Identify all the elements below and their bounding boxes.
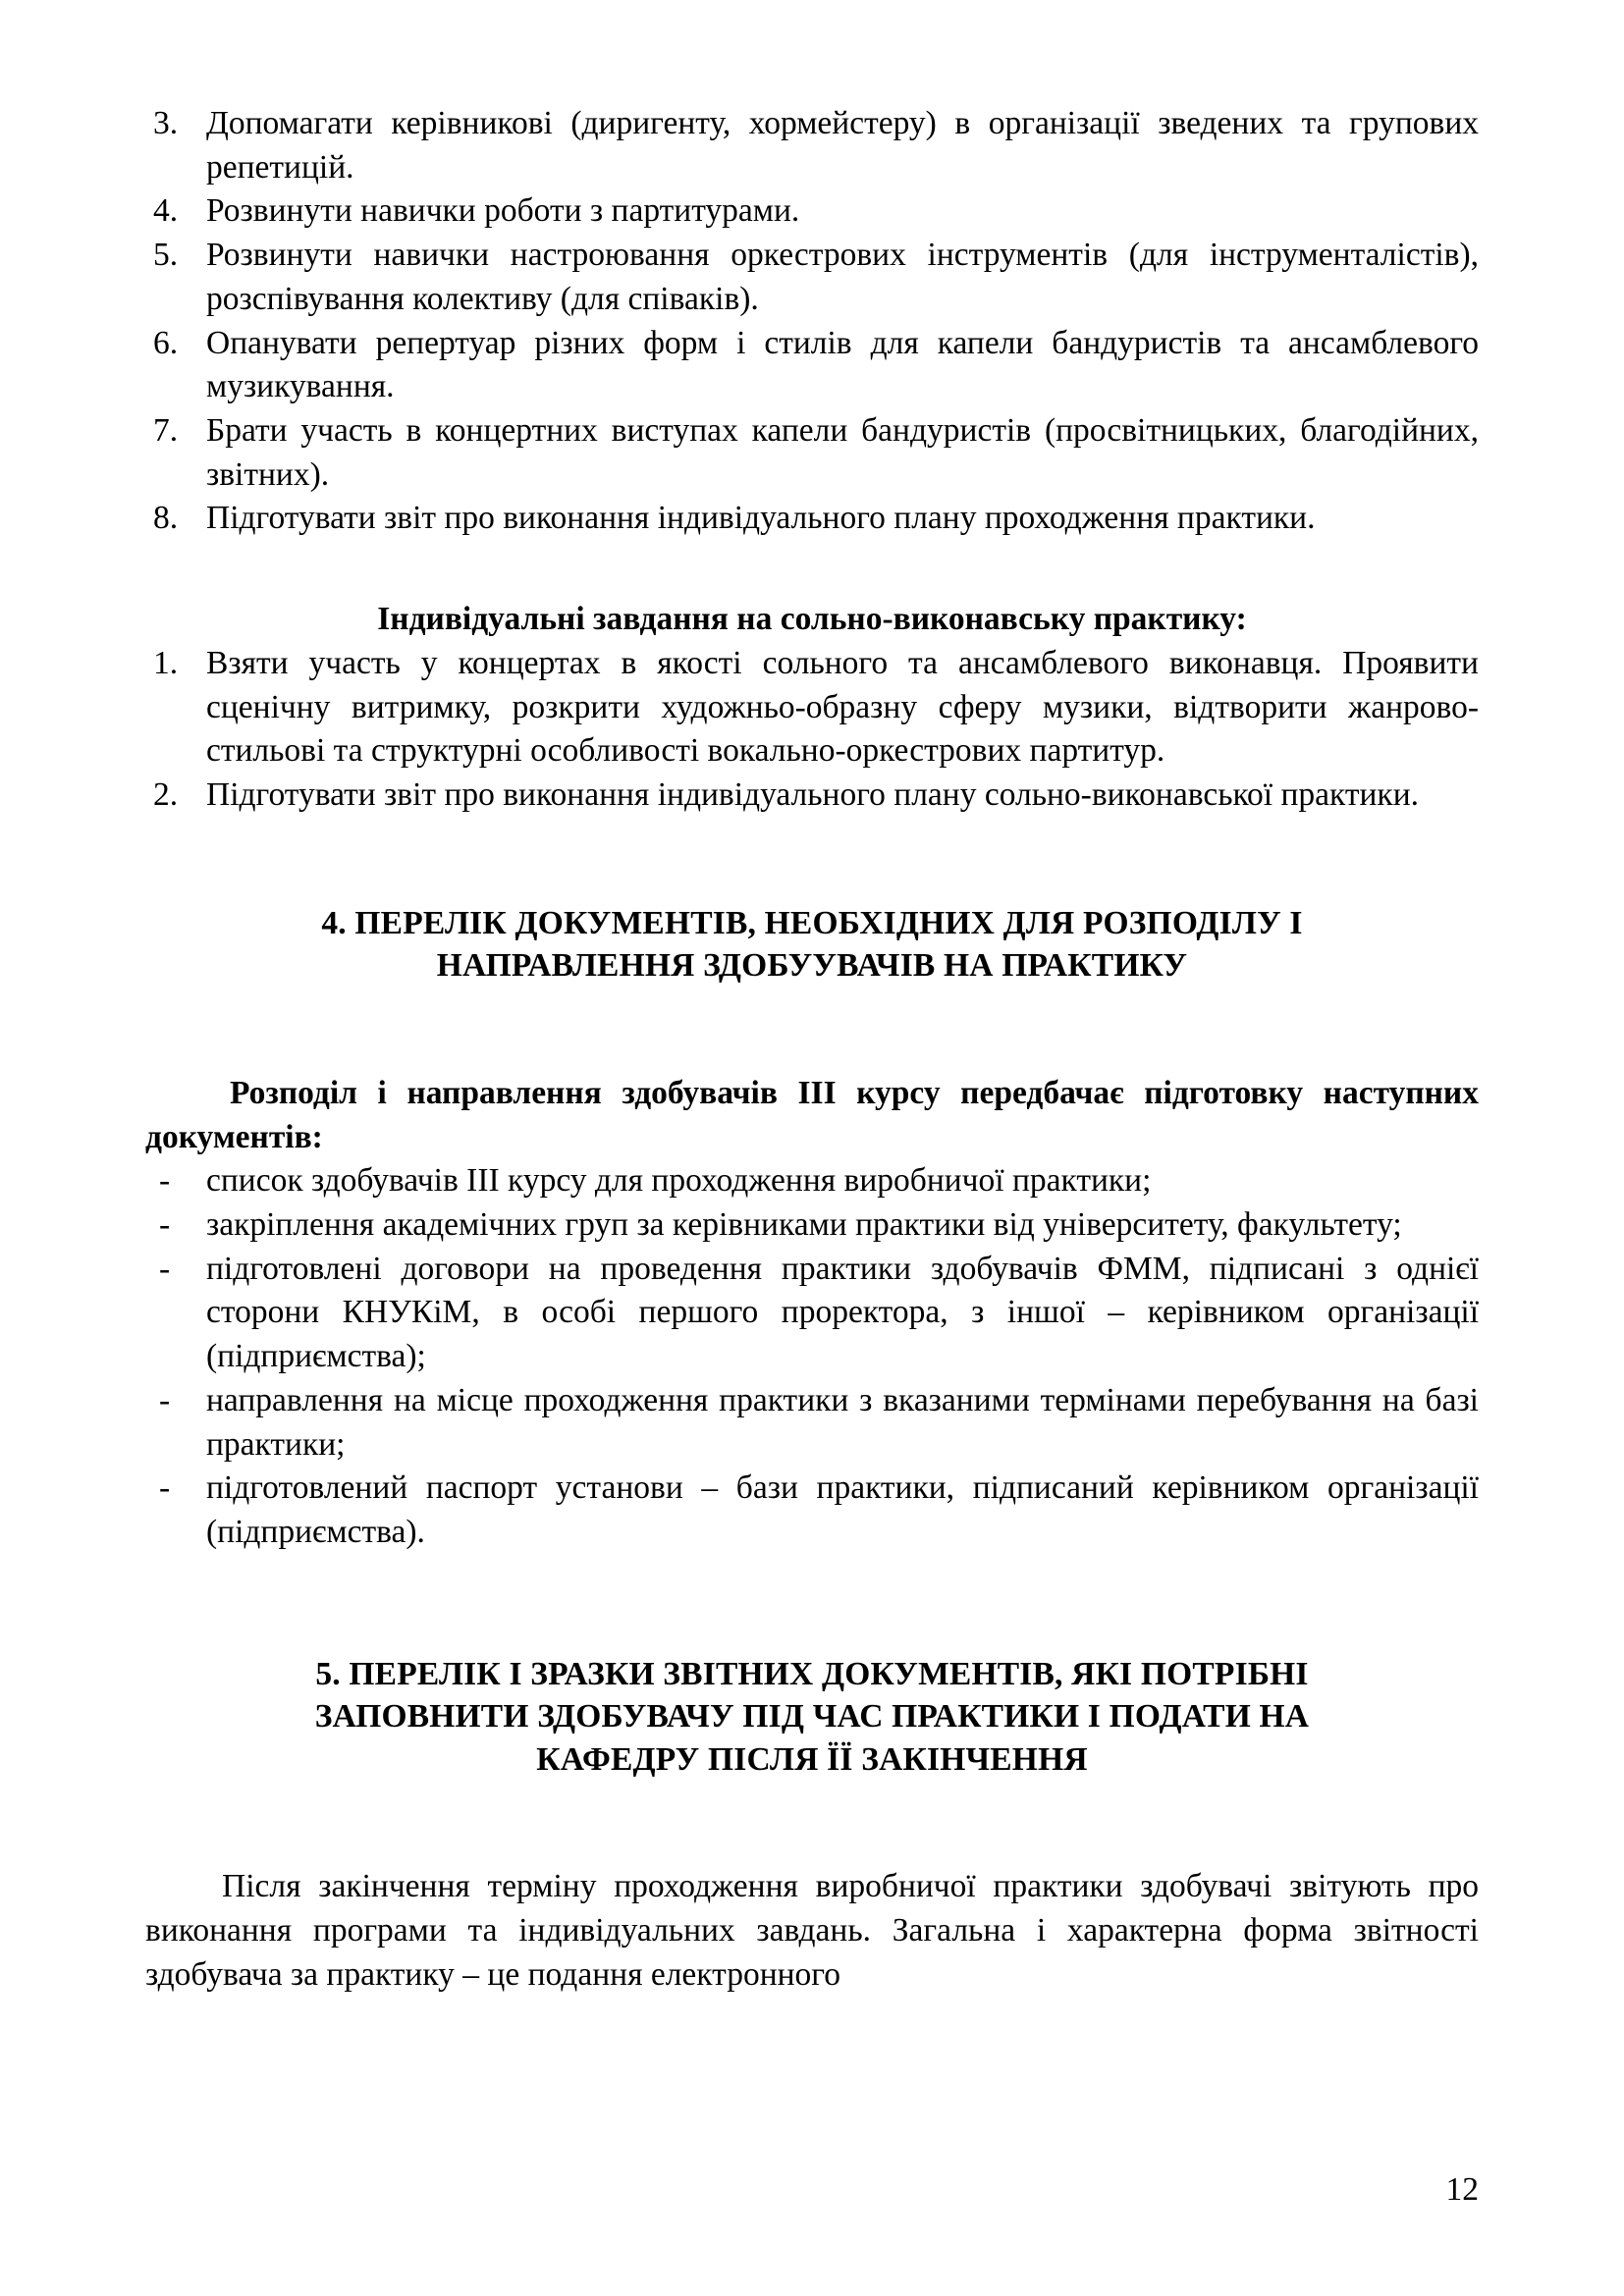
duties-list bbox=[145, 102, 1479, 541]
list-item bbox=[145, 642, 1479, 774]
section-5-title-line-2: ЗАПОВНИТИ ЗДОБУВАЧУ ПІД ЧАС ПРАКТИКИ І ПОДАТИ НА bbox=[314, 1698, 1310, 1735]
section-5-title bbox=[145, 1653, 1479, 1782]
spacer bbox=[145, 1781, 1479, 1865]
list-item bbox=[145, 189, 1479, 234]
section-5-body-paragraph: Після закінчення терміну проходження виробничої практики здобувачі звітують про виконання програми та індивідуальних завдань. Загальна і характерна форма звітності здобувача за практику – це подання електронного bbox=[145, 1868, 1479, 1993]
required-documents-list bbox=[145, 1159, 1479, 1554]
list-item-text: Взяти участь у концертах в якості сольного та ансамблевого виконавця. Проявити сценічну витримку, розкрити художньо-образну сферу музики, відтворити жанрово-стильові та структурні особливості вокально-оркестрових партитур. bbox=[206, 644, 1479, 770]
list-item-dash: - bbox=[159, 1250, 171, 1287]
list-item-text: Підготувати звіт про виконання індивідуального плану сольно-виконавської практики. bbox=[206, 776, 1420, 814]
page-content bbox=[145, 102, 1479, 1998]
list-item bbox=[145, 1467, 1479, 1554]
list-item-text: направлення на місце проходження практики з вказаними термінами перебування на базі практики; bbox=[206, 1381, 1479, 1463]
list-item-number: 6. bbox=[153, 324, 179, 361]
spacer bbox=[145, 818, 1479, 902]
list-item-number: 7. bbox=[153, 412, 179, 450]
list-item-text: закріплення академічних груп за керівниками практики від університету, факультету; bbox=[206, 1206, 1402, 1244]
section-4-title bbox=[145, 902, 1479, 988]
list-item bbox=[145, 1159, 1479, 1203]
list-item-text: підготовлені договори на проведення практики здобувачів ФММ, підписані з однієї сторони КНУКіМ, в особі першого проректора, з іншої – керівником організації (підприємства); bbox=[206, 1250, 1479, 1375]
solo-tasks-list bbox=[145, 642, 1479, 818]
list-item-text: Розвинути навички роботи з партитурами. bbox=[206, 192, 800, 230]
list-item-text: Опанувати репертуар різних форм і стилів для капели бандуристів та ансамблевого музикування. bbox=[206, 324, 1479, 405]
list-item bbox=[145, 234, 1479, 321]
list-item bbox=[145, 1248, 1479, 1379]
section-5-title-line-3: КАФЕДРУ ПІСЛЯ ЇЇ ЗАКІНЧЕННЯ bbox=[536, 1740, 1088, 1778]
list-item-dash: - bbox=[159, 1162, 171, 1200]
section-4-intro: Розподіл і направлення здобувачів ІІІ курсу передбачає підготовку наступних документів: bbox=[145, 1074, 1479, 1155]
list-item-text: Підготувати звіт про виконання індивідуального плану проходження практики. bbox=[206, 500, 1316, 537]
list-item-dash: - bbox=[159, 1381, 171, 1418]
list-item-number: 8. bbox=[153, 500, 179, 537]
list-item bbox=[145, 1379, 1479, 1467]
list-item-dash: - bbox=[159, 1469, 171, 1507]
list-item-number: 3. bbox=[153, 105, 179, 141]
solo-tasks-heading: Індивідуальні завдання на сольно-виконавську практику: bbox=[377, 601, 1247, 638]
list-item bbox=[145, 409, 1479, 497]
list-item-text: Допомагати керівникові (диригенту, хормейстеру) в організації зведених та групових репетицій. bbox=[206, 105, 1479, 186]
spacer bbox=[145, 1555, 1479, 1653]
list-item bbox=[145, 102, 1479, 189]
list-item-number: 2. bbox=[153, 776, 179, 814]
list-item bbox=[145, 1203, 1479, 1248]
section-4-title-line-2: НАПРАВЛЕННЯ ЗДОБУУВАЧІВ НА ПРАКТИКУ bbox=[436, 947, 1188, 985]
list-item-dash: - bbox=[159, 1206, 171, 1244]
page-number: 12 bbox=[1445, 2170, 1479, 2208]
list-item bbox=[145, 497, 1479, 541]
list-item-number: 4. bbox=[153, 192, 179, 230]
section-4-title-line-1: 4. ПЕРЕЛІК ДОКУМЕНТІВ, НЕОБХІДНИХ ДЛЯ РОЗПОДІЛУ І bbox=[321, 904, 1303, 941]
list-item bbox=[145, 774, 1479, 818]
list-item bbox=[145, 322, 1479, 409]
list-item-text: список здобувачів ІІІ курсу для проходження виробничої практики; bbox=[206, 1162, 1152, 1200]
list-item-text: Брати участь в концертних виступах капели бандуристів (просвітницьких, благодійних, звітних). bbox=[206, 412, 1479, 493]
list-item-text: підготовлений паспорт установи – бази практики, підписаний керівником організації (підприємства). bbox=[206, 1469, 1479, 1551]
list-item-text: Розвинути навички настроювання оркестрових інструментів (для інструменталістів), розспівування колективу (для співаків). bbox=[206, 237, 1479, 317]
spacer bbox=[145, 988, 1479, 1072]
section-5-title-line-1: 5. ПЕРЕЛІК І ЗРАЗКИ ЗВІТНИХ ДОКУМЕНТІВ, ЯКІ ПОТРІБНІ bbox=[315, 1655, 1309, 1692]
spacer bbox=[145, 541, 1479, 598]
list-item-number: 1. bbox=[153, 644, 179, 681]
list-item-number: 5. bbox=[153, 237, 179, 274]
